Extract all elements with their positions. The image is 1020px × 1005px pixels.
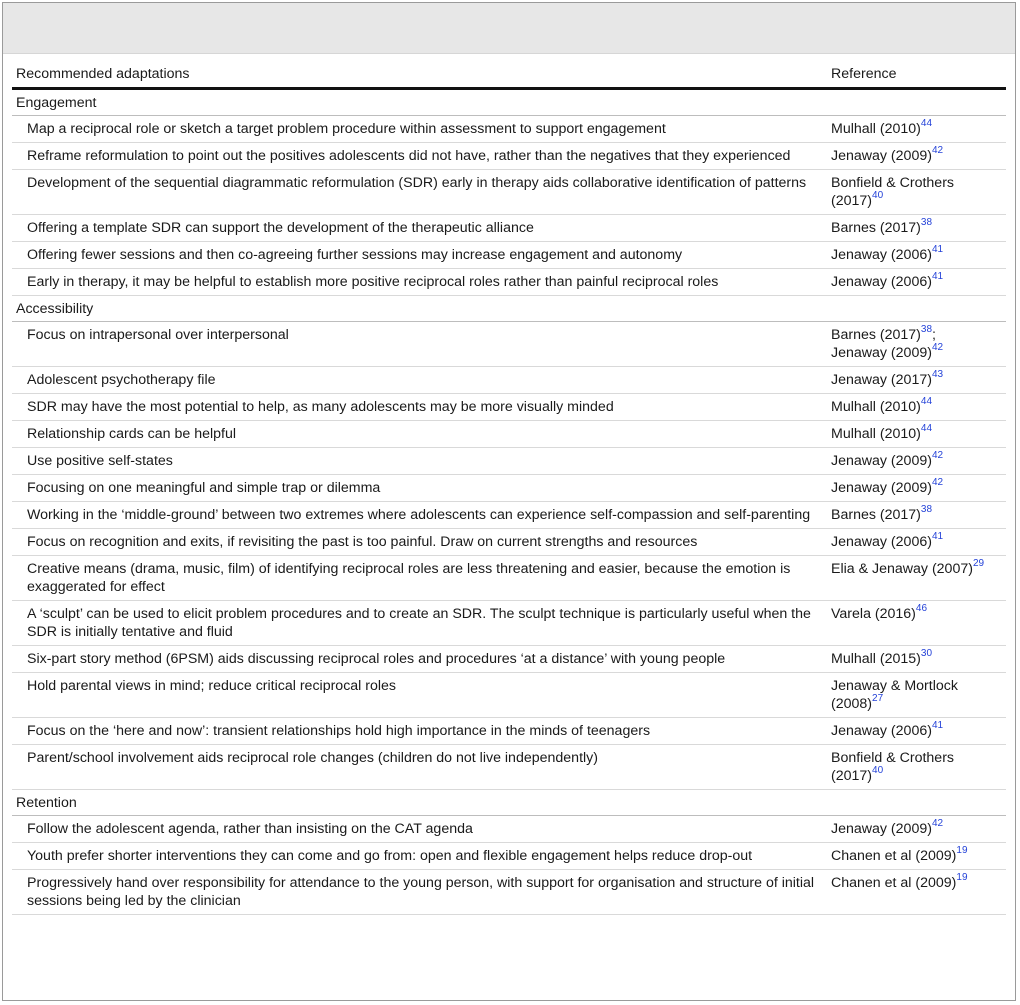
table-row	[12, 718, 1006, 745]
reference-text: Bonfield & Crothers	[831, 175, 955, 191]
citation-superscript[interactable]: 38	[920, 324, 933, 336]
adaptation-cell: Six-part story method (6PSM) aids discussing reciprocal roles and procedures ‘at a distance’ with young people	[12, 646, 827, 673]
citation-superscript[interactable]: 42	[931, 818, 944, 830]
table-row	[12, 242, 1006, 269]
table-frame	[2, 2, 1016, 1001]
reference-cell	[827, 843, 1006, 870]
adaptations-table	[12, 54, 1006, 915]
reference-text: Mulhall (2015)	[831, 651, 921, 667]
reference-text: Jenaway (2006)	[831, 247, 932, 263]
reference-text: (2008)	[831, 696, 873, 712]
citation-superscript[interactable]: 19	[956, 872, 968, 884]
citation-superscript[interactable]: 44	[920, 396, 933, 408]
table-caption-bar	[3, 3, 1015, 54]
reference-cell	[827, 143, 1006, 170]
table-row	[12, 502, 1006, 529]
adaptation-cell: Progressively hand over responsibility for attendance to the young person, with support for organisation and structure of initial sessions being led by the clinician	[12, 870, 827, 915]
reference-text: Barnes (2017)	[831, 327, 921, 343]
reference-text: Mulhall (2010)	[831, 121, 921, 137]
adaptation-cell: Relationship cards can be helpful	[12, 421, 827, 448]
reference-cell	[827, 269, 1006, 296]
table-row	[12, 143, 1006, 170]
citation-superscript[interactable]: 41	[931, 720, 944, 732]
section-title: Retention	[12, 790, 1006, 816]
citation-superscript[interactable]: 19	[956, 845, 968, 857]
citation-superscript[interactable]: 42	[931, 145, 944, 157]
citation-superscript[interactable]: 30	[920, 648, 933, 660]
reference-cell	[827, 322, 1006, 367]
reference-text: Jenaway (2009)	[831, 480, 932, 496]
adaptation-cell: A ‘sculpt’ can be used to elicit problem procedures and to create an SDR. The sculpt technique is particularly useful when the SDR is initially tentative and fluid	[12, 601, 827, 646]
reference-text: Jenaway (2006)	[831, 534, 932, 550]
adaptation-cell: Focus on recognition and exits, if revisiting the past is too painful. Draw on current strengths and resources	[12, 529, 827, 556]
reference-text: Chanen et al (2009)	[831, 848, 957, 864]
table-row	[12, 870, 1006, 915]
table-row	[12, 367, 1006, 394]
header-adaptations: Recommended adaptations	[12, 54, 827, 89]
citation-superscript[interactable]: 40	[872, 190, 884, 202]
table-row	[12, 601, 1006, 646]
reference-text: (2017)	[831, 193, 873, 209]
citation-superscript[interactable]: 41	[931, 531, 944, 543]
adaptation-cell: Development of the sequential diagrammatic reformulation (SDR) early in therapy aids collaborative identification of patterns	[12, 170, 827, 215]
reference-cell	[827, 502, 1006, 529]
citation-superscript[interactable]: 38	[920, 217, 933, 229]
reference-cell	[827, 448, 1006, 475]
reference-cell	[827, 673, 1006, 718]
adaptation-cell: Adolescent psychotherapy file	[12, 367, 827, 394]
reference-cell	[827, 421, 1006, 448]
reference-text: Mulhall (2010)	[831, 426, 921, 442]
adaptation-cell: Map a reciprocal role or sketch a target problem procedure within assessment to support engagement	[12, 116, 827, 143]
adaptation-cell: Reframe reformulation to point out the positives adolescents did not have, rather than the negatives that they experienced	[12, 143, 827, 170]
adaptation-cell: Early in therapy, it may be helpful to establish more positive reciprocal roles rather than painful reciprocal roles	[12, 269, 827, 296]
reference-cell	[827, 475, 1006, 502]
reference-text: Jenaway (2017)	[831, 372, 932, 388]
citation-superscript[interactable]: 43	[931, 369, 944, 381]
reference-text: Jenaway (2006)	[831, 274, 932, 290]
table-body	[12, 89, 1006, 915]
reference-cell	[827, 870, 1006, 915]
adaptation-cell: Focus on intrapersonal over interpersonal	[12, 322, 827, 367]
reference-text: Barnes (2017)	[831, 507, 921, 523]
reference-text: Elia & Jenaway (2007)	[831, 561, 973, 577]
table-row	[12, 116, 1006, 143]
reference-text: Jenaway (2009)	[831, 148, 932, 164]
citation-superscript[interactable]: 29	[972, 558, 985, 570]
reference-separator: ;	[932, 327, 936, 343]
table-row	[12, 421, 1006, 448]
adaptation-cell: Focusing on one meaningful and simple trap or dilemma	[12, 475, 827, 502]
citation-superscript[interactable]: 46	[915, 603, 928, 615]
reference-cell	[827, 170, 1006, 215]
adaptation-cell: SDR may have the most potential to help, as many adolescents may be more visually minded	[12, 394, 827, 421]
adaptation-cell: Parent/school involvement aids reciprocal role changes (children do not live independently)	[12, 745, 827, 790]
citation-superscript[interactable]: 42	[931, 450, 944, 462]
reference-text: (2017)	[831, 768, 873, 784]
citation-superscript[interactable]: 42	[931, 342, 944, 354]
citation-superscript[interactable]: 41	[931, 271, 944, 283]
section-row	[12, 89, 1006, 116]
adaptation-cell: Hold parental views in mind; reduce critical reciprocal roles	[12, 673, 827, 718]
reference-cell	[827, 718, 1006, 745]
reference-cell	[827, 646, 1006, 673]
adaptation-cell: Use positive self-states	[12, 448, 827, 475]
reference-text: Jenaway (2009)	[831, 345, 932, 361]
reference-cell	[827, 529, 1006, 556]
reference-cell	[827, 556, 1006, 601]
adaptation-cell: Offering fewer sessions and then co-agreeing further sessions may increase engagement and autonomy	[12, 242, 827, 269]
table-row	[12, 394, 1006, 421]
table-row	[12, 215, 1006, 242]
section-row	[12, 790, 1006, 816]
reference-text: Jenaway (2009)	[831, 453, 932, 469]
reference-text: Jenaway (2006)	[831, 723, 932, 739]
reference-text: Chanen et al (2009)	[831, 875, 957, 891]
table-header-row	[12, 54, 1006, 89]
reference-cell	[827, 116, 1006, 143]
table-row	[12, 475, 1006, 502]
table-row	[12, 745, 1006, 790]
reference-cell	[827, 242, 1006, 269]
table-row	[12, 556, 1006, 601]
table-row	[12, 322, 1006, 367]
section-title: Engagement	[12, 89, 1006, 116]
table-row	[12, 529, 1006, 556]
reference-cell	[827, 215, 1006, 242]
citation-superscript[interactable]: 44	[920, 423, 933, 435]
reference-text: Jenaway & Mortlock	[831, 678, 958, 694]
header-reference: Reference	[827, 54, 1006, 89]
adaptation-cell: Youth prefer shorter interventions they can come and go from: open and flexible engagement helps reduce drop-out	[12, 843, 827, 870]
section-title: Accessibility	[12, 296, 1006, 322]
table-row	[12, 673, 1006, 718]
adaptation-cell: Creative means (drama, music, film) of identifying reciprocal roles are less threatening and easier, because the emotion is exaggerated for effect	[12, 556, 827, 601]
adaptation-cell: Focus on the ‘here and now’: transient relationships hold high importance in the minds of teenagers	[12, 718, 827, 745]
citation-superscript[interactable]: 27	[872, 693, 884, 705]
reference-text: Mulhall (2010)	[831, 399, 921, 415]
table-row	[12, 269, 1006, 296]
reference-text: Varela (2016)	[831, 606, 916, 622]
reference-text: Jenaway (2009)	[831, 821, 932, 837]
reference-cell	[827, 394, 1006, 421]
reference-cell	[827, 601, 1006, 646]
reference-cell	[827, 367, 1006, 394]
reference-cell	[827, 745, 1006, 790]
table-row	[12, 170, 1006, 215]
citation-superscript[interactable]: 42	[931, 477, 944, 489]
adaptation-cell: Offering a template SDR can support the development of the therapeutic alliance	[12, 215, 827, 242]
table-row	[12, 843, 1006, 870]
citation-superscript[interactable]: 40	[872, 765, 884, 777]
reference-text: Bonfield & Crothers	[831, 750, 955, 766]
table-row	[12, 646, 1006, 673]
citation-superscript[interactable]: 44	[920, 118, 933, 130]
adaptation-cell: Working in the ‘middle-ground’ between two extremes where adolescents can experience self-compassion and self-parenting	[12, 502, 827, 529]
table-row	[12, 448, 1006, 475]
citation-superscript[interactable]: 41	[931, 244, 944, 256]
reference-cell	[827, 816, 1006, 843]
section-row	[12, 296, 1006, 322]
adaptation-cell: Follow the adolescent agenda, rather than insisting on the CAT agenda	[12, 816, 827, 843]
reference-text: Barnes (2017)	[831, 220, 921, 236]
table-row	[12, 816, 1006, 843]
citation-superscript[interactable]: 38	[920, 504, 933, 516]
